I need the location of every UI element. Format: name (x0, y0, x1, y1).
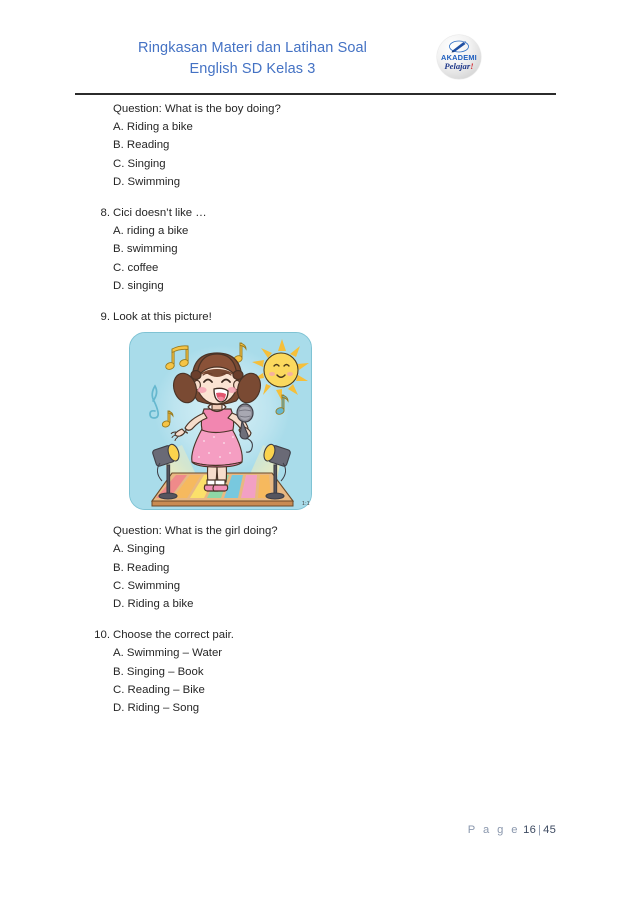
question-8-option-b: B. swimming (113, 243, 178, 256)
logo-word-pelajar (437, 61, 481, 71)
question-9-stem-text: Look at this picture! (113, 311, 212, 324)
question-9-stem-row (0, 308, 640, 326)
question-9-illustration-wrap (0, 326, 640, 522)
question-7-continued (0, 100, 640, 191)
question-9 (0, 308, 640, 613)
header-divider-rule (75, 93, 556, 95)
question-8-option-a: A. riding a bike (113, 225, 189, 238)
question-10-option-a: A. Swimming – Water (113, 647, 223, 660)
question-9-option-c: C. Swimming (113, 579, 181, 592)
question-9-option-a: A. Singing (113, 543, 165, 556)
header-title (75, 38, 430, 80)
spacer (0, 613, 640, 626)
question-8-stem-row (0, 204, 640, 222)
question-10-option-c: C. Reading – Bike (113, 683, 205, 696)
spacer (0, 295, 640, 308)
question-7-stem: Question: What is the boy doing? (113, 103, 281, 115)
image-ratio-label: 1:1 (302, 501, 310, 508)
question-9-number: 9. (100, 311, 110, 324)
page-header (0, 0, 640, 96)
question-10 (0, 626, 640, 717)
illustration-svg (130, 333, 312, 510)
document-body (0, 100, 640, 717)
logo-word-akademi: AKADEMI (441, 53, 477, 62)
girl-singing-on-stage-illustration (129, 332, 312, 510)
page-number (468, 824, 556, 836)
page-footer (0, 820, 640, 850)
question-10-stem-text: Choose the correct pair. (113, 629, 234, 642)
page-separator: | (538, 824, 542, 836)
page-current: 16 (523, 824, 537, 836)
question-8-option-d: D. singing (113, 279, 164, 292)
header-title-line-2: English SD Kelas 3 (189, 61, 316, 77)
logo-word-pelajar-text: Pelajar (444, 61, 471, 71)
question-10-option-b: B. Singing – Book (113, 665, 204, 678)
pen-icon (448, 40, 470, 53)
question-9-sub-question: Question: What is the girl doing? (113, 525, 278, 538)
question-10-option-d: D. Riding – Song (113, 702, 200, 715)
header-title-line-1: Ringkasan Materi dan Latihan Soal (138, 40, 367, 56)
question-7-option-d: D. Swimming (113, 175, 181, 188)
page-word: P a g e (467, 824, 520, 836)
question-8-number: 8. (100, 207, 110, 220)
question-10-stem-row (0, 626, 640, 644)
question-9-option-d: D. Riding a bike (113, 598, 194, 611)
question-9-option-b: B. Reading (113, 561, 170, 574)
akademi-pelajar-logo (437, 35, 481, 79)
question-8-option-c: C. coffee (113, 261, 159, 274)
logo-word-pelajar-accent: ! (470, 61, 474, 71)
question-7-option-b: B. Reading (113, 139, 170, 152)
spacer (0, 191, 640, 204)
question-8 (0, 204, 640, 295)
question-7-option-c: C. Singing (113, 157, 166, 170)
question-8-stem-text: Cici doesn’t like … (113, 207, 207, 220)
question-10-number: 10. (94, 629, 110, 642)
page-total: 45 (543, 824, 556, 836)
question-7-option-a: A. Riding a bike (113, 121, 193, 134)
